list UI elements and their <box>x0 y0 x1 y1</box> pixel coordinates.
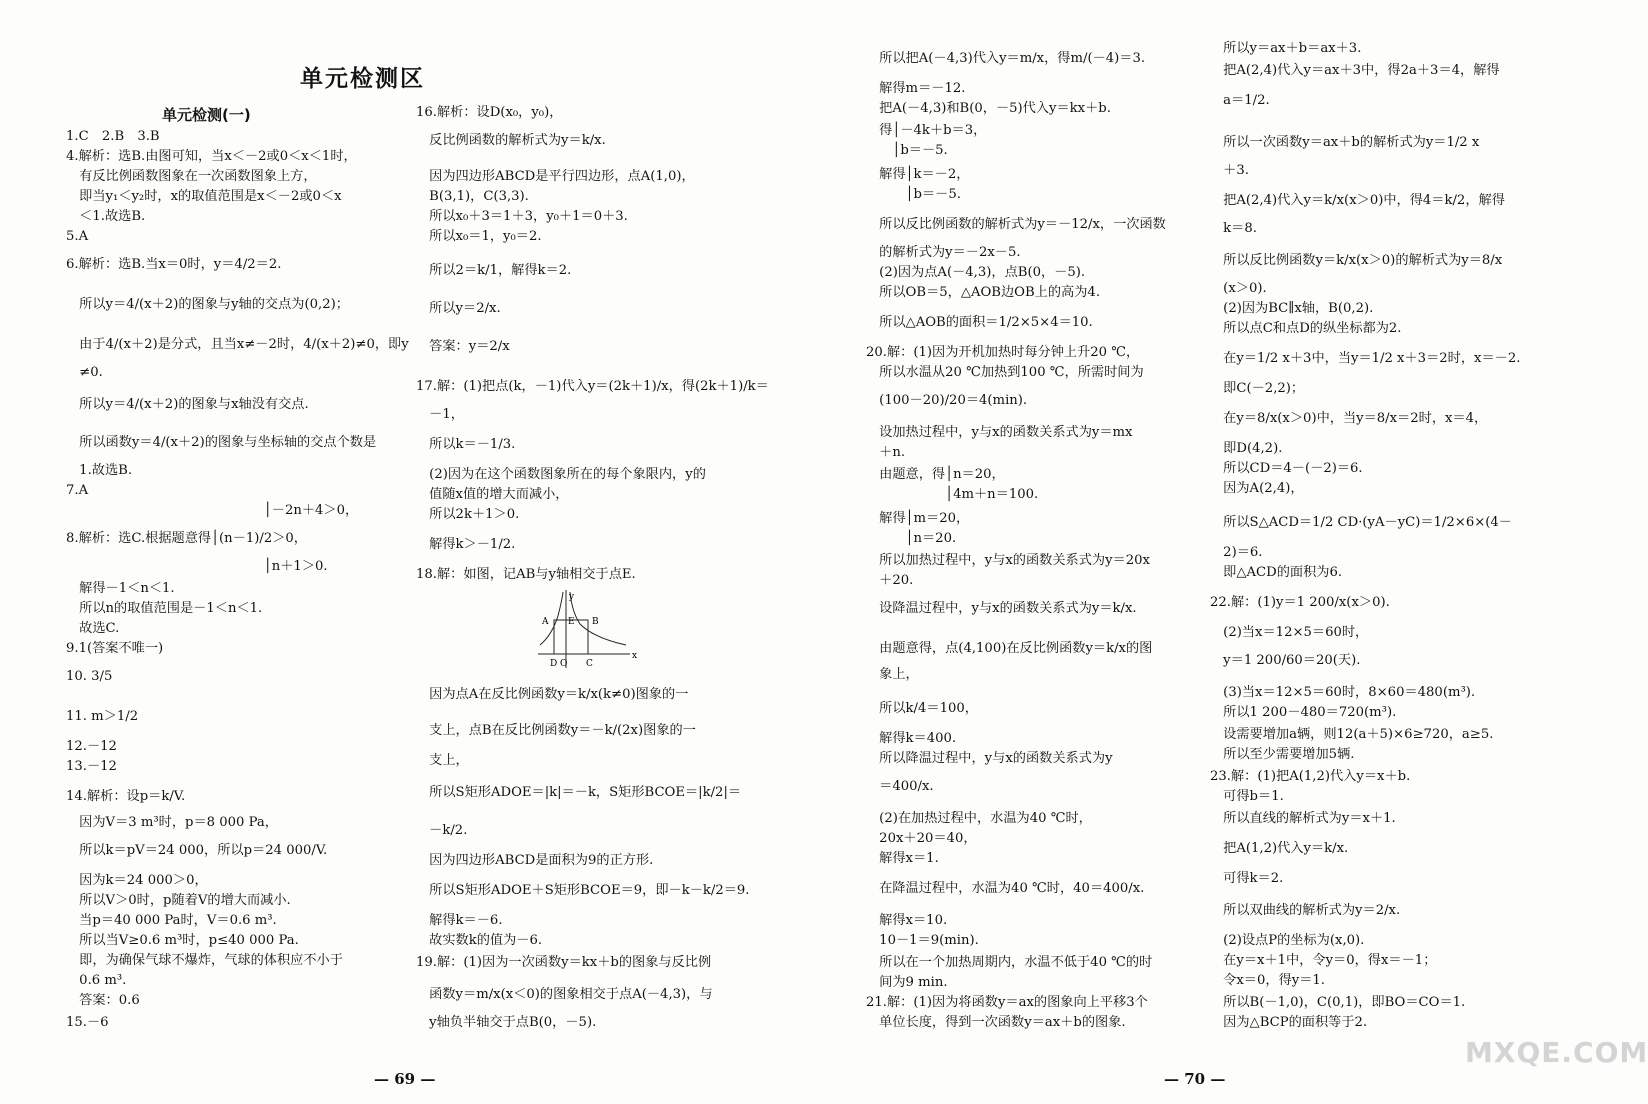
text-line: 所以点C和点D的纵坐标都为2. <box>1210 321 1402 336</box>
unit-title: 单元检测(一) <box>162 106 251 124</box>
text-line: 反比例函数的解析式为y＝k/x. <box>416 133 606 148</box>
text-line: 解得m＝－12. <box>866 81 966 96</box>
text-line: (100－20)/20＝4(min). <box>866 393 1028 408</box>
text-line: 所以当V≥0.6 m³时，p≤40 000 Pa. <box>66 933 299 948</box>
text-line: 所以一次函数y＝ax＋b的解析式为y＝1/2 x <box>1210 135 1480 150</box>
text-line: 解得x＝1. <box>866 851 939 866</box>
text-line: 所以CD＝4－(－2)＝6. <box>1210 461 1363 476</box>
text-line: ＋3. <box>1210 163 1249 178</box>
text-line: 在y＝8/x(x＞0)中，当y＝8/x＝2时，x＝4， <box>1210 411 1488 426</box>
text-line: 所以2k＋1＞0. <box>416 507 520 522</box>
text-line: 支上，点B在反比例函数y＝－k/(2x)图象的一 <box>416 723 696 738</box>
text-line: 所以y＝2/x. <box>416 301 501 316</box>
text-line: 即当y₁＜y₂时，x的取值范围是x＜－2或0＜x <box>66 189 342 204</box>
text-line: 所以降温过程中，y与x的函数关系式为y <box>866 751 1113 766</box>
text-line: 20x＋20＝40， <box>866 831 977 846</box>
text-line: 故实数k的值为－6. <box>416 933 543 948</box>
text-line: 因为A(2,4)， <box>1210 481 1304 496</box>
text-line: 17.解：(1)把点(k，－1)代入y＝(2k＋1)/x，得(2k＋1)/k＝ <box>416 379 769 394</box>
text-line: (2)因为在这个函数图象所在的每个象限内，y的 <box>416 467 706 482</box>
text-line: 所以y＝4/(x＋2)的图象与x轴没有交点. <box>66 397 309 412</box>
text-line: │n＋1＞0. <box>66 559 328 574</box>
text-line: 所以B(－1,0)，C(0,1)，即BO＝CO＝1. <box>1210 995 1466 1010</box>
text-line: 所以双曲线的解析式为y＝2/x. <box>1210 903 1401 918</box>
text-line: 所以y＝4/(x＋2)的图象与y轴的交点为(0,2)； <box>66 297 349 312</box>
text-line: 1.故选B. <box>66 463 133 478</box>
text-line: 10－1＝9(min). <box>866 933 979 948</box>
figure-label-c: C <box>586 659 593 669</box>
text-line: y轴负半轴交于点B(0，－5). <box>416 1015 597 1030</box>
text-line: 因为V＝3 m³时，p＝8 000 Pa， <box>66 815 278 830</box>
text-line: 21.解：(1)因为将函数y＝ax的图象向上平移3个 <box>866 995 1148 1010</box>
text-line: 4.解析：选B.由图可知，当x＜－2或0＜x＜1时， <box>66 149 357 164</box>
page-number-right: — 70 — <box>1164 1070 1226 1088</box>
text-line: 所以y＝ax＋b＝ax＋3. <box>1210 41 1362 56</box>
figure-label-x: x <box>632 651 638 661</box>
text-line: 5.A <box>66 229 89 244</box>
text-line: 设加热过程中，y与x的函数关系式为y＝mx <box>866 425 1133 440</box>
text-line: 把A(2,4)代入y＝k/x(x＞0)中，得4＝k/2，解得 <box>1210 193 1505 208</box>
figure-label-d: D <box>550 659 558 669</box>
text-line: 答案：0.6 <box>66 993 140 1008</box>
text-line: 23.解：(1)把A(1,2)代入y＝x＋b. <box>1210 769 1411 784</box>
text-line: y＝1 200/60＝20(天). <box>1210 653 1361 668</box>
text-line: 10. 3/5 <box>66 669 113 684</box>
text-line: 令x＝0，得y＝1. <box>1210 973 1325 988</box>
text-line: 即C(－2,2)； <box>1210 381 1305 396</box>
text-line: 把A(－4,3)和B(0，－5)代入y＝kx＋b. <box>866 101 1111 116</box>
text-line: 得│－4k＋b＝3， <box>866 123 987 138</box>
text-line: 解得k＝－6. <box>416 913 503 928</box>
figure-label-e: E <box>568 617 575 627</box>
text-line: 解得k＞－1/2. <box>416 537 516 552</box>
text-line: ≠0. <box>66 365 103 380</box>
text-line: 所以反比例函数的解析式为y＝－12/x，一次函数 <box>866 217 1166 232</box>
text-line: 所以△AOB的面积＝1/2×5×4＝10. <box>866 315 1093 330</box>
text-line: k＝8. <box>1210 221 1257 236</box>
text-line: 所以x₀＋3＝1＋3，y₀＋1＝0＋3. <box>416 209 628 224</box>
text-line: 由题意，得│n＝20， <box>866 467 1005 482</box>
text-line: 把A(1,2)代入y＝k/x. <box>1210 841 1349 856</box>
text-line: 所以V＞0时，p随着V的增大而减小. <box>66 893 291 908</box>
text-line: 9.1(答案不唯一) <box>66 641 164 656</box>
text-line: 所以S矩形ADOE＋S矩形BCOE＝9，即－k－k/2＝9. <box>416 883 750 898</box>
text-line: 在y＝x＋1中，令y＝0，得x＝－1； <box>1210 953 1437 968</box>
text-line: 因为四边形ABCD是面积为9的正方形. <box>416 853 654 868</box>
text-line: 解得│k＝－2， <box>866 167 970 182</box>
text-line: ＋20. <box>866 573 914 588</box>
text-line: B(3,1)，C(3,3). <box>416 189 529 204</box>
text-line: 12.－12 <box>66 739 117 754</box>
text-line: (x＞0). <box>1210 281 1267 296</box>
text-line: 解得x＝10. <box>866 913 948 928</box>
text-line: 6.解析：选B.当x＝0时，y＝4/2＝2. <box>66 257 282 272</box>
text-line: 有反比例函数图象在一次函数图象上方， <box>66 169 317 184</box>
text-line: 的解析式为y＝－2x－5. <box>866 245 1021 260</box>
text-line: │b＝－5. <box>866 143 948 158</box>
text-line: (2)因为BC∥x轴，B(0,2). <box>1210 301 1374 316</box>
text-line: 由于4/(x＋2)是分式，且当x≠－2时，4/(x＋2)≠0，即y <box>66 337 409 352</box>
text-line: 所以至少需要增加5辆. <box>1210 747 1355 762</box>
page-number-left: — 69 — <box>374 1070 436 1088</box>
text-line: 所以水温从20 ℃加热到100 ℃，所需时间为 <box>866 365 1144 380</box>
text-line: 所以函数y＝4/(x＋2)的图象与坐标轴的交点个数是 <box>66 435 377 450</box>
text-line: 所以x₀＝1，y₀＝2. <box>416 229 542 244</box>
text-line: 单位长度，得到一次函数y＝ax＋b的图象. <box>866 1015 1126 1030</box>
text-line: (3)当x＝12×5＝60时，8×60＝480(m³). <box>1210 685 1476 700</box>
text-line: 所以OB＝5，△AOB边OB上的高为4. <box>866 285 1101 300</box>
text-line: －1， <box>416 407 464 422</box>
text-line: 因为四边形ABCD是平行四边形，点A(1,0)， <box>416 169 695 184</box>
text-line: 所以S矩形ADOE＝|k|＝－k，S矩形BCOE＝|k/2|＝ <box>416 785 742 800</box>
text-line: 所以把A(－4,3)代入y＝m/x，得m/(－4)＝3. <box>866 51 1146 66</box>
text-line: 11. m＞1/2 <box>66 709 139 724</box>
text-line: 解得│m＝20， <box>866 511 970 526</box>
text-line: 所以在一个加热周期内，水温不低于40 ℃的时 <box>866 955 1153 970</box>
text-line: 把A(2,4)代入y＝ax＋3中，得2a＋3＝4，解得 <box>1210 63 1500 78</box>
text-line: 所以n的取值范围是－1＜n＜1. <box>66 601 263 616</box>
text-line: ＝400/x. <box>866 779 934 794</box>
text-line: (2)因为点A(－4,3)，点B(0，－5). <box>866 265 1086 280</box>
text-line: 0.6 m³. <box>66 973 127 988</box>
text-line: 20.解：(1)因为开机加热时每分钟上升20 ℃， <box>866 345 1140 360</box>
text-line: 18.解：如图，记AB与y轴相交于点E. <box>416 567 636 582</box>
text-line: 在降温过程中，水温为40 ℃时，40＝400/x. <box>866 881 1145 896</box>
text-line: 所以直线的解析式为y＝x＋1. <box>1210 811 1396 826</box>
text-line: 8.解析：选C.根据题意得│(n－1)/2＞0， <box>66 531 307 546</box>
text-line: a＝1/2. <box>1210 93 1270 108</box>
text-line: 所以加热过程中，y与x的函数关系式为y＝20x <box>866 553 1150 568</box>
text-line: 在y＝1/2 x＋3中，当y＝1/2 x＋3＝2时，x＝－2. <box>1210 351 1521 366</box>
text-line: │－2n＋4＞0， <box>66 503 359 518</box>
figure-label-a: A <box>542 617 549 627</box>
text-line: 7.A <box>66 483 89 498</box>
text-line: 解得k＝400. <box>866 731 957 746</box>
text-line: 所以2＝k/1，解得k＝2. <box>416 263 572 278</box>
text-line: ＜1.故选B. <box>66 209 146 224</box>
text-line: 值随x值的增大而减小， <box>416 487 569 502</box>
text-line: 所以S△ACD＝1/2 CD·(yA－yC)＝1/2×6×(4－ <box>1210 515 1512 530</box>
text-line: 象上， <box>866 667 919 682</box>
text-line: 19.解：(1)因为一次函数y＝kx＋b的图象与反比例 <box>416 955 712 970</box>
text-line: │b＝－5. <box>866 187 961 202</box>
watermark-logo: MXQE.COM <box>1465 1036 1648 1069</box>
text-line: 即，为确保气球不爆炸，气球的体积应不小于 <box>66 953 343 968</box>
text-line: │4m＋n＝100. <box>866 487 1039 502</box>
text-line: 15.－6 <box>66 1015 109 1030</box>
text-line: ＋n. <box>866 445 906 460</box>
text-line: 2)＝6. <box>1210 545 1263 560</box>
text-line: 所以k＝pV＝24 000，所以p＝24 000/V. <box>66 843 328 858</box>
text-line: －k/2. <box>416 823 468 838</box>
text-line: 函数y＝m/x(x＜0)的图象相交于点A(－4,3)，与 <box>416 987 713 1002</box>
text-line: 因为△BCP的面积等于2. <box>1210 1015 1368 1030</box>
text-line: 14.解析：设p＝k/V. <box>66 789 186 804</box>
hyperbola-figure <box>538 590 638 670</box>
text-line: 22.解：(1)y＝1 200/x(x＞0). <box>1210 595 1390 610</box>
text-line: 1.C 2.B 3.B <box>66 129 160 144</box>
text-line: (2)在加热过程中，水温为40 ℃时， <box>866 811 1092 826</box>
text-line: 答案：y＝2/x <box>416 339 510 354</box>
text-line: 16.解析：设D(x₀，y₀)， <box>416 105 563 120</box>
text-line: 故选C. <box>66 621 120 636</box>
text-line: 所以反比例函数y＝k/x(x＞0)的解析式为y＝8/x <box>1210 253 1503 268</box>
text-line: 间为9 min. <box>866 975 948 990</box>
text-line: 所以1 200－480＝720(m³). <box>1210 705 1397 720</box>
figure-label-o: O <box>560 659 568 669</box>
text-line: 解得－1＜n＜1. <box>66 581 175 596</box>
text-line: 当p＝40 000 Pa时，V＝0.6 m³. <box>66 913 277 928</box>
text-line: 由题意得，点(4,100)在反比例函数y＝k/x的图 <box>866 641 1153 656</box>
text-line: 支上， <box>416 753 469 768</box>
text-line: 即△ACD的面积为6. <box>1210 565 1343 580</box>
text-line: 即D(4,2). <box>1210 441 1283 456</box>
text-line: 因为k＝24 000＞0， <box>66 873 208 888</box>
text-line: 设需要增加a辆，则12(a＋5)×6≥720，a≥5. <box>1210 727 1494 742</box>
text-line: │n＝20. <box>866 531 957 546</box>
text-line: 所以k/4＝100， <box>866 701 978 716</box>
text-line: (2)设点P的坐标为(x,0). <box>1210 933 1365 948</box>
section-title: 单元检测区 <box>300 66 425 92</box>
figure-label-y: y <box>569 592 575 602</box>
text-line: 13.－12 <box>66 759 117 774</box>
text-line: 可得k＝2. <box>1210 871 1284 886</box>
text-line: 可得b＝1. <box>1210 789 1284 804</box>
text-line: 设降温过程中，y与x的函数关系式为y＝k/x. <box>866 601 1137 616</box>
text-line: (2)当x＝12×5＝60时， <box>1210 625 1369 640</box>
figure-label-b: B <box>592 617 599 627</box>
text-line: 所以k＝－1/3. <box>416 437 516 452</box>
text-line: 因为点A在反比例函数y＝k/x(k≠0)图象的一 <box>416 687 689 702</box>
